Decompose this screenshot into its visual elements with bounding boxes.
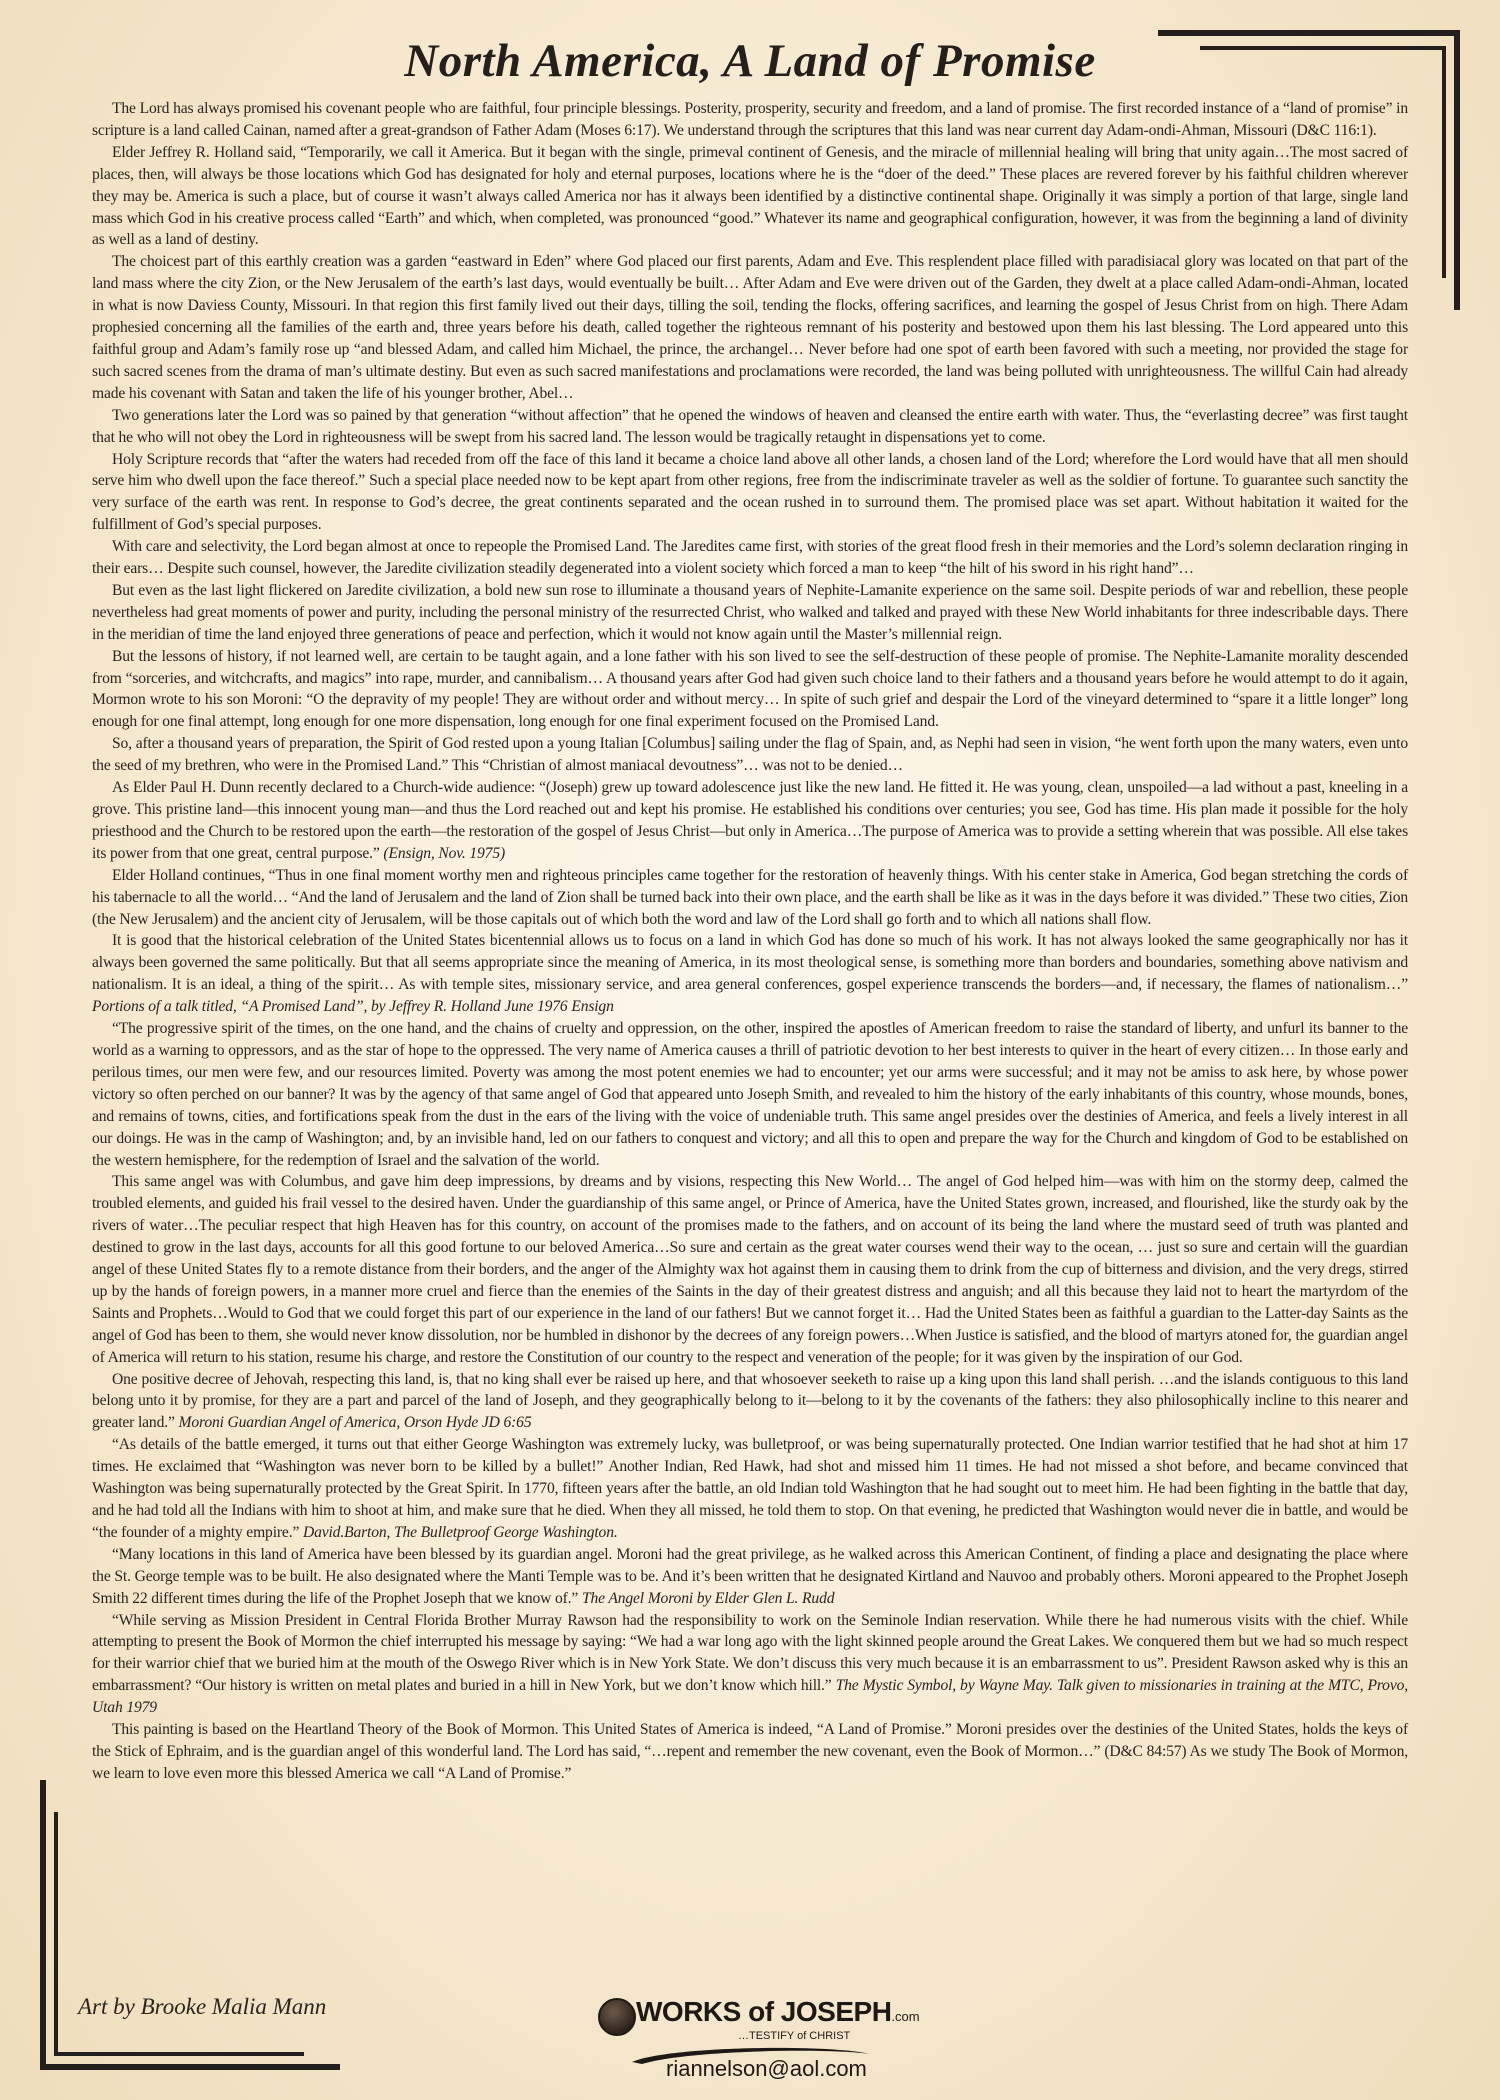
paragraph: [92, 449, 1408, 537]
art-credit: Art by Brooke Malia Mann: [78, 1994, 327, 2019]
paragraph-text: It is good that the historical celebration of the United States bicentennial allows us to focus on a land in which God has done so much of his work. It has not always looked the same geographically nor has it always been governed the same politically. But that all seems appropriate since the meaning of America, in its most theological sense, is something more than borders and boundaries, something above nativism and nationalism. It is an ideal, a thing of the spirit… As with temple sites, missionary service, and area general conferences, gospel experience transcends the borders—and, if necessary, the flames of nationalism…”: [92, 932, 1408, 994]
paragraph-text: “Many locations in this land of America have been blessed by its guardian angel. Moroni had the great privilege, as he walked across this American Continent, of finding a place and designating the place where the St. George temple was to be built. He also designated where the Manti Temple was to be. And it’s been written that he designated Kirtland and Nauvoo and probably others. Moroni appeared to the Prophet Joseph Smith 22 different times during the life of the Prophet Joseph that we know of.”: [92, 1545, 1408, 1607]
paragraph-text: “As details of the battle emerged, it turns out that either George Washington was extremely lucky, was bulletproof, or was being supernaturally protected. One Indian warrior testified that he had shot at him 17 times. He exclaimed that “Washington was never born to be killed by a bullet!” Another Indian, Red Hawk, had shot and missed him 11 times. He had not missed a shot before, and became convinced that Washington was being supernaturally protected by the Great Spirit. In 1770, fifteen years after the battle, an old Indian told Washington that he had sought out to meet him. He had been fighting in the battle that day, and he had told all the Indians with him to shoot at him, and make sure that he died. When they all missed, he told them to stop. On that evening, he predicted that Washington would never die in battle, and would be “the founder of a mighty empire.”: [92, 1436, 1408, 1541]
paragraph: [92, 646, 1408, 734]
citation: (Ensign, Nov. 1975): [383, 844, 506, 862]
article-body: [92, 98, 1408, 1785]
paragraph: [92, 142, 1408, 252]
corner-bracket-bottom-left-h2: [54, 2052, 304, 2056]
paragraph-text: “The progressive spirit of the times, on the one hand, and the chains of cruelty and oppression, on the other, inspired the apostles of American freedom to raise the standard of liberty, and unfurl its banner to the world as a warning to oppressors, and as the star of hope to the oppressed. The very name of America causes a thrill of patriotic devotion to her best interests to quiver in the heart of every citizen… In those early and perilous times, our men were few, and our resources limited. Poverty was among the most potent enemies we had to encounter; yet our arms were successful; and it may not be amiss to ask here, by whose power victory so often perched on our banner? It was by the agency of that same angel of God that appeared unto Joseph Smith, and revealed to him the history of the early inhabitants of this country, whose mounds, bones, and remains of towns, cities, and fortifications speak from the dust in the ears of the living with the voice of undeniable truth. This same angel presides over the destinies of America, and feels a lively interest in all our doings. He was in the camp of Washington; and, by an invisible hand, led on our fathers to conquest and victory; and all this to open and prepare the way for the Church and kingdom of God to be established on the western hemisphere, for the redemption of Israel and the salvation of the world.: [92, 1020, 1408, 1169]
paragraph-text: Two generations later the Lord was so pained by that generation “without affection” that he opened the windows of heaven and cleansed the entire earth with water. Thus, the “everlasting decree” was first taught that he who will not obey the Lord in righteousness will be swept from his sacred land. The lesson would be tragically retaught in dispensations yet to come.: [92, 406, 1408, 446]
citation: The Mystic Symbol, by Wayne May. Talk given to missionaries in training at the MTC, Provo, Utah 1979: [92, 1677, 1408, 1717]
paragraph-text: The Lord has always promised his covenant people who are faithful, four principle blessings. Posterity, prosperity, security and freedom, and a land of promise. The first recorded instance of a “land of promise” in scripture is a land called Cainan, named after a great-grandson of Father Adam (Moses 6:17). We understand through the scriptures that this land was near current day Adam-ondi-Ahman, Missouri (D&C 116:1).: [92, 100, 1408, 139]
citation: The Angel Moroni by Elder Glen L. Rudd: [581, 1589, 835, 1607]
paragraph: [92, 1610, 1408, 1720]
paragraph: [92, 580, 1408, 646]
paragraph-text: But the lessons of history, if not learned well, are certain to be taught again, and a lone father with his son lived to see the self-destruction of these people of promise. The Nephite-Lamanite morality descended from “sorceries, and witchcrafts, and magics” into rape, murder, and cannibalism… A thousand years after God had given such choice land to their fathers and a thousand years before he would attempt to do it again, Mormon wrote to his son Moroni: “O the depravity of my people! They are without order and without mercy… In spite of such grief and despair the Lord of the vineyard determined to “spare it a little longer” long enough for one final attempt, long enough for one more dispensation, long enough for one final experiment focused on the Promised Land.: [92, 647, 1408, 731]
paragraph-text: As Elder Paul H. Dunn recently declared to a Church-wide audience: “(Joseph) grew up toward adolescence just like the new land. He fitted it. He was young, clean, unspoiled—a lad without a past, kneeling in a grove. This pristine land—this innocent young man—and thus the Lord reached out and kept his promise. He established his conditions over centuries; you see, God has time. His plan made it possible for the holy priesthood and the Church to be restored upon the earth—the restoration of the gospel of Jesus Christ—but only in America…The purpose of America was to provide a setting wherein that was possible. All else takes its power from that one great, central purpose.”: [92, 779, 1408, 862]
corner-bracket-bottom-left-v1: [40, 1780, 46, 2070]
paragraph: [92, 98, 1408, 142]
paragraph-text: This painting is based on the Heartland Theory of the Book of Mormon. This United States of America is indeed, “A Land of Promise.” Moroni presides over the destinies of the United States, holds the keys of the Stick of Ephraim, and is the guardian angel of this wonderful land. The Lord has said, “…repent and remember the new covenant, even the Book of Mormon…” (D&C 84:57) As we study The Book of Mormon, we learn to love even more this blessed America we call “A Land of Promise.”: [92, 1721, 1408, 1782]
paragraph-text: The choicest part of this earthly creation was a garden “eastward in Eden” where God placed our first parents, Adam and Eve. This resplendent place filled with paradisiacal glory was located on that part of the land mass where the city Zion, or the New Jerusalem of the earth’s last days, would eventually be built… After Adam and Eve were driven out of the Garden, they dwelt at a place called Adam-ondi-Ahman, located in what is now Daviess County, Missouri. In that region this first family lived out their days, tilling the soil, tending the flocks, offering sacrifices, and learning the gospel of Jesus Christ from on high. There Adam prophesied concerning all the families of the earth and, three years before his death, called together the righteous remnant of his posterity and bestowed upon them his last blessing. The Lord appeared unto this faithful group and Adam’s family rose up “and blessed Adam, and called him Michael, the prince, the archangel… Never before had one spot of earth been favored with such a meeting, nor provided the stage for such sacred scenes from the drama of man’s ultimate destiny. But even as such sacred manifestations and proclamations were recorded, the land was being polluted with unrighteousness. The willful Cain had already made his covenant with Satan and taken the life of his younger brother, Abel…: [92, 253, 1408, 402]
paragraph: [92, 536, 1408, 580]
corner-bracket-bottom-left-h1: [40, 2064, 340, 2070]
paragraph-text: Elder Holland continues, “Thus in one final moment worthy men and righteous principles came together for the restoration of heavenly things. With his center stake in America, God began stretching the cords of his tabernacle to all the world… “And the land of Jerusalem and the land of Zion shall be turned back into their own place, and the earth shall be like as it was in the days before it was divided.” These two cities, Zion (the New Jerusalem) and the ancient city of Jerusalem, will be those capitals out of which both the word and law of the Lord shall go forth and to which all nations shall flow.: [92, 866, 1408, 928]
page-title: North America, A Land of Promise: [404, 35, 1096, 87]
paragraph-text: But even as the last light flickered on Jaredite civilization, a bold new sun rose to illuminate a thousand years of Nephite-Lamanite experience on the same soil. Despite periods of war and rebellion, these people nevertheless had great moments of power and purity, including the personal ministry of the resurrected Christ, who walked and talked and prayed with these New World inhabitants for three indescribable days. There in the meridian of time the land enjoyed three generations of peace and perfection, which it would not know again until the Master’s millennial reign.: [92, 581, 1408, 643]
paragraph-text: One positive decree of Jehovah, respecting this land, is, that no king shall ever be raised up here, and that whosoever seeketh to raise up a king upon this land shall perish. …and the islands contiguous to this land belong unto it by promise, for they are a part and parcel of the land of Joseph, and they geographically belong to it—belong to it by the covenants of the fathers: they also philosophically incline to this nearer and greater land.”: [92, 1370, 1408, 1432]
paragraph: [92, 865, 1408, 931]
paragraph: [92, 1171, 1408, 1368]
paragraph: [92, 1719, 1408, 1785]
paragraph: [92, 777, 1408, 865]
corner-bracket-bottom-left-v2: [54, 1812, 58, 2056]
paragraph: [92, 930, 1408, 1018]
paragraph: [92, 1544, 1408, 1610]
paragraph: [92, 251, 1408, 404]
citation: David.Barton, The Bulletproof George Washington.: [302, 1523, 618, 1541]
paragraph-text: This same angel was with Columbus, and gave him deep impressions, by dreams and by visions, respecting this New World… The angel of God helped him—was with him on the stormy deep, calmed the troubled elements, and guided his frail vessel to the desired haven. Under the guardianship of this same angel, or Prince of America, have the United States grown, increased, and flourished, like the sturdy oak by the rivers of water…The peculiar respect that high Heaven has for this country, on account of the promises made to the fathers, and on account of its being the land where the mustard seed of truth was planted and destined to grow in the last days, accounts for all this good fortune to our beloved America…So sure and certain as the great water courses wend their way to the ocean, … just so sure and certain will the guardian angel of these United States fly to a remote distance from their borders, and the anger of the Almighty wax hot against them in causing them to drink from the cup of bitterness and division, and the very dregs, stirred up by the hands of foreign powers, in a manner more cruel and fierce than the enemies of the Saints in the day of their greatest distress and anguish; and all this because they laid not to heart the martyrdom of the Saints and Prophets…Would to God that we could forget this part of our experience in the land of our fathers! But we cannot forget it… Had the United States been as faithful a guardian to the Latter-day Saints as the angel of God has been to them, she would never know dissolution, nor be humbled in dishonor by the decrees of any foreign powers…When Justice is satisfied, and the blood of martyrs atoned for, the guardian angel of America will return to his station, resume his charge, and restore the Constitution of our country to the respect and veneration of the people; for it was given by the inspiration of our God.: [92, 1173, 1408, 1366]
citation: Portions of a talk titled, “A Promised Land”, by Jeffrey R. Holland June 1976 Ensign: [92, 998, 614, 1016]
paragraph: [92, 1018, 1408, 1171]
paragraph-text: Holy Scripture records that “after the waters had receded from off the face of this land it became a choice land above all other lands, a chosen land of the Lord; wherefore the Lord would have that all men should serve him who dwell upon the face thereof.” Such a special place needed now to be kept apart from other regions, free from the indiscriminate traveler as well as the soldier of fortune. To guarantee such sanctity the very surface of the earth was rent. In response to God’s decree, the great continents separated and the ocean rushed in to surround them. The promised place was set apart. Without habitation it waited for the fulfillment of God’s special purposes.: [92, 450, 1408, 534]
logo-domain-suffix: .com: [891, 2009, 920, 2024]
citation: Moroni Guardian Angel of America, Orson Hyde JD 6:65: [178, 1414, 532, 1432]
paragraph: [92, 1369, 1408, 1435]
logo-wordmark: [636, 1996, 920, 2028]
works-of-joseph-logo: [590, 1996, 920, 2086]
paragraph: [92, 405, 1408, 449]
paragraph-text: With care and selectivity, the Lord began almost at once to repeople the Promised Land. The Jaredites came first, with stories of the great flood fresh in their memories and the Lord’s solemn declaration ringing in their ears… Despite such counsel, however, the Jaredite civilization steadily degenerated into a violent society which forced a man to keep “the hilt of his sword in his right hand”…: [92, 538, 1408, 578]
paragraph-text: So, after a thousand years of preparation, the Spirit of God rested upon a young Italian [Columbus] sailing under the flag of Spain, and, as Nephi had seen in vision, “he went forth upon the many waters, even unto the seed of my brethren, who were in the Promised Land.” This “Christian of almost maniacal devoutness”… was not to be denied…: [92, 735, 1408, 775]
paragraph: [92, 1434, 1408, 1544]
paragraph: [92, 733, 1408, 777]
portrait-medallion-icon: [598, 1998, 636, 2036]
logo-name: WORKS of JOSEPH: [636, 1996, 892, 2027]
logo-tagline: …TESTIFY of CHRIST: [738, 2030, 851, 2042]
paragraph-text: “While serving as Mission President in Central Florida Brother Murray Rawson had the responsibility to work on the Seminole Indian reservation. While there he had numerous visits with the chief. While attempting to present the Book of Mormon the chief interrupted his message by saying: “We had a war long ago with the light skinned people around the Great Lakes. We conquered them but we had so much respect for their warrior chief that we buried him at the mouth of the Oswego River which is in New York State. We don’t discuss this very much because it is an embarrassment to us”. President Rawson asked why is this an embarrassment? “Our history is written on metal plates and buried in a hill in New York, but we don’t know which hill.”: [92, 1611, 1408, 1695]
paragraph-text: Elder Jeffrey R. Holland said, “Temporarily, we call it America. But it began with the single, primeval continent of Genesis, and the miracle of millennial healing will bring that unity again…The most sacred of places, then, will always be those locations which God has designated for holy and eternal purposes, locations where he is the “doer of the deed.” These places are revered forever by his faithful children wherever they may be. America is such a place, but of course it wasn’t always called America nor has it always been identified by a distinctive continental shape. Originally it was simply a portion of that large, single land mass which God in his creative process called “Earth” and which, when completed, was pronounced “good.” Whatever its name and geographical configuration, however, it was from the beginning a land of divinity as well as a land of destiny.: [92, 143, 1408, 249]
contact-email: riannelson@aol.com: [666, 2056, 867, 2081]
